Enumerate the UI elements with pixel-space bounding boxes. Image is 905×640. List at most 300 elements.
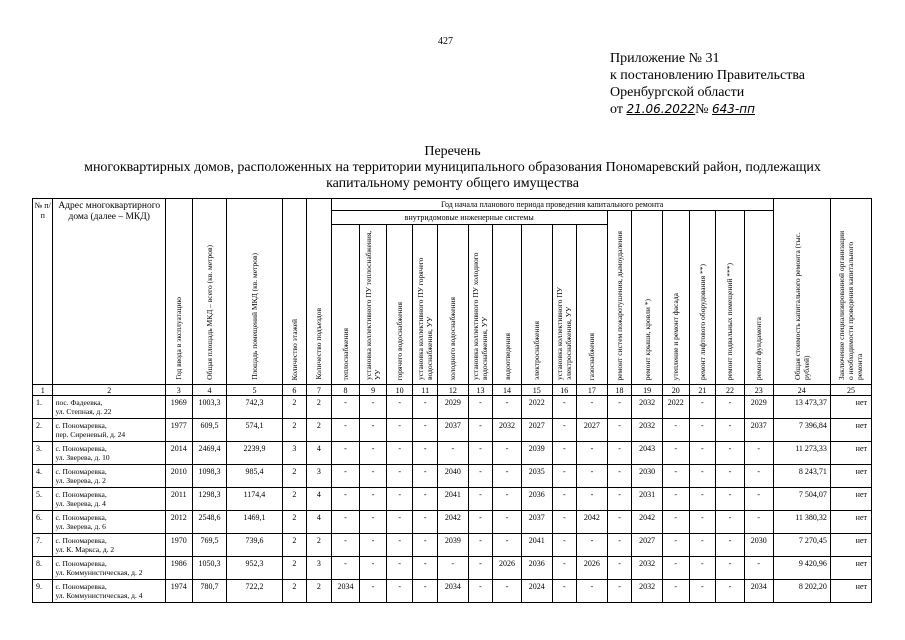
cell-c18: -	[607, 534, 632, 557]
cell-c19: 2032	[632, 396, 663, 419]
column-number: 9	[360, 385, 387, 396]
row-number: 5.	[33, 488, 53, 511]
cell-c10: -	[386, 580, 413, 603]
address-line-1: с. Пономаревка,	[55, 490, 107, 499]
row-number: 6.	[33, 511, 53, 534]
row-number: 1.	[33, 396, 53, 419]
cell-year: 1986	[165, 557, 192, 580]
cell-c16: -	[552, 534, 577, 557]
cell-c11: -	[413, 511, 438, 534]
header-period-group: Год начала планового периода проведения капитального ремонта	[331, 199, 773, 211]
cell-floors: 2	[282, 534, 307, 557]
cell-cost: 13 473,37	[773, 396, 830, 419]
column-number: 24	[773, 385, 830, 396]
cell-c19: 2027	[632, 534, 663, 557]
column-number: 11	[413, 385, 438, 396]
appendix-line-3: Оренбургской области	[610, 85, 745, 100]
cell-ent: 2	[307, 396, 332, 419]
cell-c23: -	[744, 465, 773, 488]
cell-c15: 2022	[521, 396, 552, 419]
cell-cost: 11 273,33	[773, 442, 830, 465]
cell-concl: нет	[830, 534, 871, 557]
cell-c18: -	[607, 442, 632, 465]
cell-cost: 7 396,84	[773, 419, 830, 442]
table-row	[33, 580, 872, 603]
row-number: 2.	[33, 419, 53, 442]
column-number: 20	[662, 385, 689, 396]
table-row	[33, 557, 872, 580]
address-cell	[53, 419, 166, 442]
page-number: 427	[438, 36, 453, 47]
cell-c14: -	[493, 488, 522, 511]
cell-c22: -	[716, 465, 745, 488]
cell-c17: -	[577, 534, 608, 557]
cell-c19: 2043	[632, 442, 663, 465]
row-number: 4.	[33, 465, 53, 488]
cell-total: 1098,3	[192, 465, 227, 488]
header-electric-meter: установка коллективного ПУ электроснабжения, УУ	[552, 225, 577, 385]
address-line-2: ул. Зверева, д. 4	[55, 499, 106, 508]
cell-c13: -	[468, 580, 493, 603]
column-number: 18	[607, 385, 632, 396]
cell-c17: 2027	[577, 419, 608, 442]
cell-c17: 2026	[577, 557, 608, 580]
cell-cost: 7 504,07	[773, 488, 830, 511]
column-number: 1	[33, 385, 53, 396]
table-row	[33, 534, 872, 557]
cell-floors: 3	[282, 442, 307, 465]
cell-c21: -	[689, 511, 716, 534]
address-cell	[53, 534, 166, 557]
title-line-1: Перечень	[424, 144, 481, 159]
appendix-block	[610, 50, 805, 118]
cell-c23: -	[744, 511, 773, 534]
cell-year: 2010	[165, 465, 192, 488]
header-total-area: Общая площадь МКД – всего (кв. метров)	[192, 199, 227, 385]
cell-year: 1969	[165, 396, 192, 419]
cell-c19: 2032	[632, 580, 663, 603]
cell-c9: -	[360, 580, 387, 603]
cell-c8: -	[331, 557, 360, 580]
row-number: 9.	[33, 580, 53, 603]
cell-c10: -	[386, 534, 413, 557]
cell-c20: -	[662, 488, 689, 511]
cell-c10: -	[386, 396, 413, 419]
cell-c15: 2041	[521, 534, 552, 557]
cell-c16: -	[552, 419, 577, 442]
cell-c19: 2030	[632, 465, 663, 488]
cell-c15: 2037	[521, 511, 552, 534]
header-foundation: ремонт фундамента	[744, 211, 773, 385]
cell-ent: 4	[307, 442, 332, 465]
column-number: 2	[53, 385, 166, 396]
address-line-2: ул. Зверева, д. 6	[55, 522, 106, 531]
address-cell	[53, 580, 166, 603]
cell-c15: 2024	[521, 580, 552, 603]
cell-prem: 722,2	[227, 580, 282, 603]
cell-c17: -	[577, 465, 608, 488]
cell-c8: -	[331, 442, 360, 465]
header-engineering-group: внутридомовые инженерные системы	[331, 211, 607, 225]
header-no: № п/п	[33, 199, 53, 385]
cell-c13: -	[468, 557, 493, 580]
address-line-1: с. Пономаревка,	[55, 536, 107, 545]
header-floors: Количество этажей	[282, 199, 307, 385]
cell-c11: -	[413, 465, 438, 488]
cell-ent: 4	[307, 488, 332, 511]
cell-concl: нет	[830, 419, 871, 442]
cell-c12: 2042	[438, 511, 469, 534]
cell-c23: 2030	[744, 534, 773, 557]
cell-prem: 1469,1	[227, 511, 282, 534]
cell-c23: 2029	[744, 396, 773, 419]
column-number: 17	[577, 385, 608, 396]
column-number: 19	[632, 385, 663, 396]
cell-c21: -	[689, 557, 716, 580]
cell-c14: -	[493, 534, 522, 557]
column-number: 12	[438, 385, 469, 396]
cell-total: 2469,4	[192, 442, 227, 465]
cell-c18: -	[607, 557, 632, 580]
row-number: 3.	[33, 442, 53, 465]
cell-c14: -	[493, 396, 522, 419]
address-line-1: с. Пономаревка,	[55, 559, 107, 568]
cell-year: 1977	[165, 419, 192, 442]
header-cold-water: холодного водоснабжения	[438, 225, 469, 385]
address-line-2: ул. Коммунистическая, д. 2	[55, 568, 143, 577]
cell-c13: -	[468, 442, 493, 465]
cell-c20: 2022	[662, 396, 689, 419]
address-line-2: ул. К. Маркса, д. 2	[55, 545, 115, 554]
cell-c16: -	[552, 396, 577, 419]
cell-c11: -	[413, 396, 438, 419]
column-number: 13	[468, 385, 493, 396]
handwritten-date: 21.06.2022	[626, 102, 696, 116]
cell-year: 2012	[165, 511, 192, 534]
header-fire-systems: ремонт систем пожаротушения, дымоудаления	[607, 211, 632, 385]
cell-floors: 2	[282, 580, 307, 603]
cell-prem: 739,6	[227, 534, 282, 557]
cell-c22: -	[716, 511, 745, 534]
cell-year: 1974	[165, 580, 192, 603]
cell-c14: 2032	[493, 419, 522, 442]
cell-c16: -	[552, 465, 577, 488]
buildings-table	[32, 198, 872, 603]
column-number: 3	[165, 385, 192, 396]
address-cell	[53, 557, 166, 580]
cell-total: 2548,6	[192, 511, 227, 534]
cell-total: 1003,3	[192, 396, 227, 419]
header-address: Адрес многоквартирного дома (далее – МКД)	[53, 199, 166, 385]
cell-c22: -	[716, 557, 745, 580]
header-elevator: ремонт лифтового оборудования **)	[689, 211, 716, 385]
cell-c22: -	[716, 442, 745, 465]
cell-c12: 2037	[438, 419, 469, 442]
cell-floors: 2	[282, 419, 307, 442]
header-drainage: водоотведения	[493, 225, 522, 385]
cell-c8: 2034	[331, 580, 360, 603]
cell-prem: 1174,4	[227, 488, 282, 511]
cell-c8: -	[331, 488, 360, 511]
column-number: 4	[192, 385, 227, 396]
cell-c8: -	[331, 511, 360, 534]
cell-c15: 2036	[521, 488, 552, 511]
cell-c18: -	[607, 511, 632, 534]
title-line-3: капитальному ремонту общего имущества	[326, 176, 579, 191]
handwritten-number: 643-пп	[712, 102, 755, 116]
cell-c20: -	[662, 442, 689, 465]
cell-c19: 2042	[632, 511, 663, 534]
cell-c19: 2032	[632, 419, 663, 442]
cell-year: 2014	[165, 442, 192, 465]
cell-concl: нет	[830, 557, 871, 580]
header-conclusion: Заключение специализированной организации о необходимости проведения капитального ремонта	[830, 199, 871, 385]
cell-c16: -	[552, 442, 577, 465]
cell-c21: -	[689, 580, 716, 603]
cell-c12: 2034	[438, 580, 469, 603]
row-number: 7.	[33, 534, 53, 557]
cell-prem: 952,3	[227, 557, 282, 580]
cell-c8: -	[331, 465, 360, 488]
cell-c23: -	[744, 557, 773, 580]
cell-prem: 742,3	[227, 396, 282, 419]
cell-c23: 2034	[744, 580, 773, 603]
cell-c9: -	[360, 511, 387, 534]
cell-c20: -	[662, 557, 689, 580]
cell-c13: -	[468, 396, 493, 419]
cell-c19: 2031	[632, 488, 663, 511]
cell-c8: -	[331, 534, 360, 557]
cell-c10: -	[386, 488, 413, 511]
cell-c22: -	[716, 488, 745, 511]
address-line-1: с. Пономаревка,	[55, 467, 107, 476]
cell-c21: -	[689, 488, 716, 511]
header-gas: газоснабжения	[577, 225, 608, 385]
column-number: 21	[689, 385, 716, 396]
cell-c13: -	[468, 419, 493, 442]
cell-c17: -	[577, 442, 608, 465]
cell-concl: нет	[830, 580, 871, 603]
cell-c18: -	[607, 580, 632, 603]
table-row	[33, 442, 872, 465]
cell-c17: -	[577, 396, 608, 419]
cell-c21: -	[689, 396, 716, 419]
cell-cost: 9 420,96	[773, 557, 830, 580]
cell-ent: 2	[307, 419, 332, 442]
cell-floors: 2	[282, 396, 307, 419]
header-hot-water-meter: установка коллективного ПУ горячего водоснабжения, УУ	[413, 225, 438, 385]
cell-c11: -	[413, 419, 438, 442]
header-basement: ремонт подвальных помещений ***)	[716, 211, 745, 385]
address-cell	[53, 465, 166, 488]
cell-c14: -	[493, 465, 522, 488]
address-line-1: с. Пономаревка,	[55, 513, 107, 522]
column-number: 15	[521, 385, 552, 396]
cell-c23: 2037	[744, 419, 773, 442]
cell-floors: 2	[282, 511, 307, 534]
cell-concl: нет	[830, 511, 871, 534]
cell-c12: 2029	[438, 396, 469, 419]
cell-c16: -	[552, 557, 577, 580]
header-premises-area: Площадь помещений МКД (кв. метров)	[227, 199, 282, 385]
cell-c8: -	[331, 396, 360, 419]
table-body	[33, 396, 872, 603]
cell-c10: -	[386, 442, 413, 465]
cell-c11: -	[413, 442, 438, 465]
cell-c18: -	[607, 465, 632, 488]
cell-c22: -	[716, 396, 745, 419]
column-number: 5	[227, 385, 282, 396]
cell-c22: -	[716, 419, 745, 442]
cell-c21: -	[689, 465, 716, 488]
cell-c10: -	[386, 511, 413, 534]
header-total-cost: Общая стоимость капитального ремонта (тыс. рублей)	[773, 199, 830, 385]
cell-cost: 8 243,71	[773, 465, 830, 488]
cell-c23: -	[744, 442, 773, 465]
date-prefix: от	[610, 102, 623, 117]
column-number: 6	[282, 385, 307, 396]
document-title	[0, 144, 905, 192]
cell-c9: -	[360, 442, 387, 465]
address-line-1: с. Пономаревка,	[55, 421, 107, 430]
cell-c10: -	[386, 465, 413, 488]
header-roof: ремонт крыши, кровли *)	[632, 211, 663, 385]
cell-c9: -	[360, 396, 387, 419]
table-row	[33, 465, 872, 488]
cell-ent: 2	[307, 534, 332, 557]
cell-c22: -	[716, 580, 745, 603]
table-row	[33, 488, 872, 511]
cell-c14: -	[493, 580, 522, 603]
cell-concl: нет	[830, 396, 871, 419]
header-year-built: Год ввода в эксплуатацию	[165, 199, 192, 385]
cell-floors: 2	[282, 488, 307, 511]
cell-c13: -	[468, 534, 493, 557]
cell-c12: 2039	[438, 534, 469, 557]
cell-prem: 574,1	[227, 419, 282, 442]
appendix-line-2: к постановлению Правительства	[610, 68, 806, 83]
table-row	[33, 396, 872, 419]
column-number: 23	[744, 385, 773, 396]
address-line-1: с. Пономаревка,	[55, 582, 107, 591]
header-electric: электроснабжения	[521, 225, 552, 385]
cell-c18: -	[607, 488, 632, 511]
cell-prem: 985,4	[227, 465, 282, 488]
cell-c11: -	[413, 534, 438, 557]
cell-c18: -	[607, 419, 632, 442]
cell-c11: -	[413, 488, 438, 511]
header-entrances: Количество подъездов	[307, 199, 332, 385]
cell-total: 1050,3	[192, 557, 227, 580]
header-facade: утепление и ремонт фасада	[662, 211, 689, 385]
cell-c13: -	[468, 511, 493, 534]
cell-c10: -	[386, 419, 413, 442]
cell-c18: -	[607, 396, 632, 419]
cell-c16: -	[552, 511, 577, 534]
cell-c19: 2032	[632, 557, 663, 580]
cell-c16: -	[552, 488, 577, 511]
cell-c9: -	[360, 419, 387, 442]
cell-concl: нет	[830, 465, 871, 488]
column-number-row	[33, 385, 872, 396]
cell-c12: -	[438, 442, 469, 465]
column-number: 22	[716, 385, 745, 396]
cell-concl: нет	[830, 488, 871, 511]
address-cell	[53, 488, 166, 511]
column-number: 25	[830, 385, 871, 396]
number-sign: №	[695, 102, 709, 117]
cell-c22: -	[716, 534, 745, 557]
cell-total: 1298,3	[192, 488, 227, 511]
table-row	[33, 511, 872, 534]
cell-prem: 2239,9	[227, 442, 282, 465]
cell-c15: 2039	[521, 442, 552, 465]
cell-c21: -	[689, 534, 716, 557]
cell-c21: -	[689, 442, 716, 465]
cell-floors: 2	[282, 465, 307, 488]
title-line-2: многоквартирных домов, расположенных на территории муниципального образования Пономаревский район, подлежащих	[84, 160, 821, 175]
header-heat-meter: установка коллективного ПУ теплоснабжения, УУ	[360, 225, 387, 385]
cell-c14: -	[493, 511, 522, 534]
address-line-1: с. Пономаревка,	[55, 444, 107, 453]
address-cell	[53, 511, 166, 534]
cell-c17: -	[577, 488, 608, 511]
cell-concl: нет	[830, 442, 871, 465]
header-hot-water: горячего водоснабжения	[386, 225, 413, 385]
cell-c8: -	[331, 419, 360, 442]
cell-c16: -	[552, 580, 577, 603]
cell-c13: -	[468, 465, 493, 488]
cell-ent: 4	[307, 511, 332, 534]
cell-c17: 2042	[577, 511, 608, 534]
cell-c10: -	[386, 557, 413, 580]
header-heat: теплоснабжения	[331, 225, 360, 385]
address-line-2: ул. Коммунистическая, д. 4	[55, 591, 143, 600]
address-line-2: ул. Зверева, д. 2	[55, 476, 106, 485]
cell-c14: 2026	[493, 557, 522, 580]
cell-floors: 2	[282, 557, 307, 580]
cell-c20: -	[662, 511, 689, 534]
cell-total: 780,7	[192, 580, 227, 603]
row-number: 8.	[33, 557, 53, 580]
cell-ent: 3	[307, 557, 332, 580]
cell-year: 2011	[165, 488, 192, 511]
cell-c23: -	[744, 488, 773, 511]
cell-cost: 8 202,20	[773, 580, 830, 603]
cell-c15: 2027	[521, 419, 552, 442]
cell-c15: 2035	[521, 465, 552, 488]
cell-c15: 2036	[521, 557, 552, 580]
header-cold-water-meter: установка коллективного ПУ холодного водоснабжения, УУ	[468, 225, 493, 385]
column-number: 10	[386, 385, 413, 396]
cell-c12: -	[438, 557, 469, 580]
address-cell	[53, 442, 166, 465]
cell-c9: -	[360, 488, 387, 511]
cell-c20: -	[662, 534, 689, 557]
table-row	[33, 419, 872, 442]
cell-c20: -	[662, 580, 689, 603]
cell-c14: -	[493, 442, 522, 465]
column-number: 14	[493, 385, 522, 396]
cell-c9: -	[360, 557, 387, 580]
appendix-line-1: Приложение № 31	[610, 51, 720, 66]
cell-cost: 11 380,32	[773, 511, 830, 534]
cell-c13: -	[468, 488, 493, 511]
address-line-1: пос. Фадеевка,	[55, 398, 103, 407]
cell-c11: -	[413, 557, 438, 580]
address-cell	[53, 396, 166, 419]
cell-ent: 3	[307, 465, 332, 488]
